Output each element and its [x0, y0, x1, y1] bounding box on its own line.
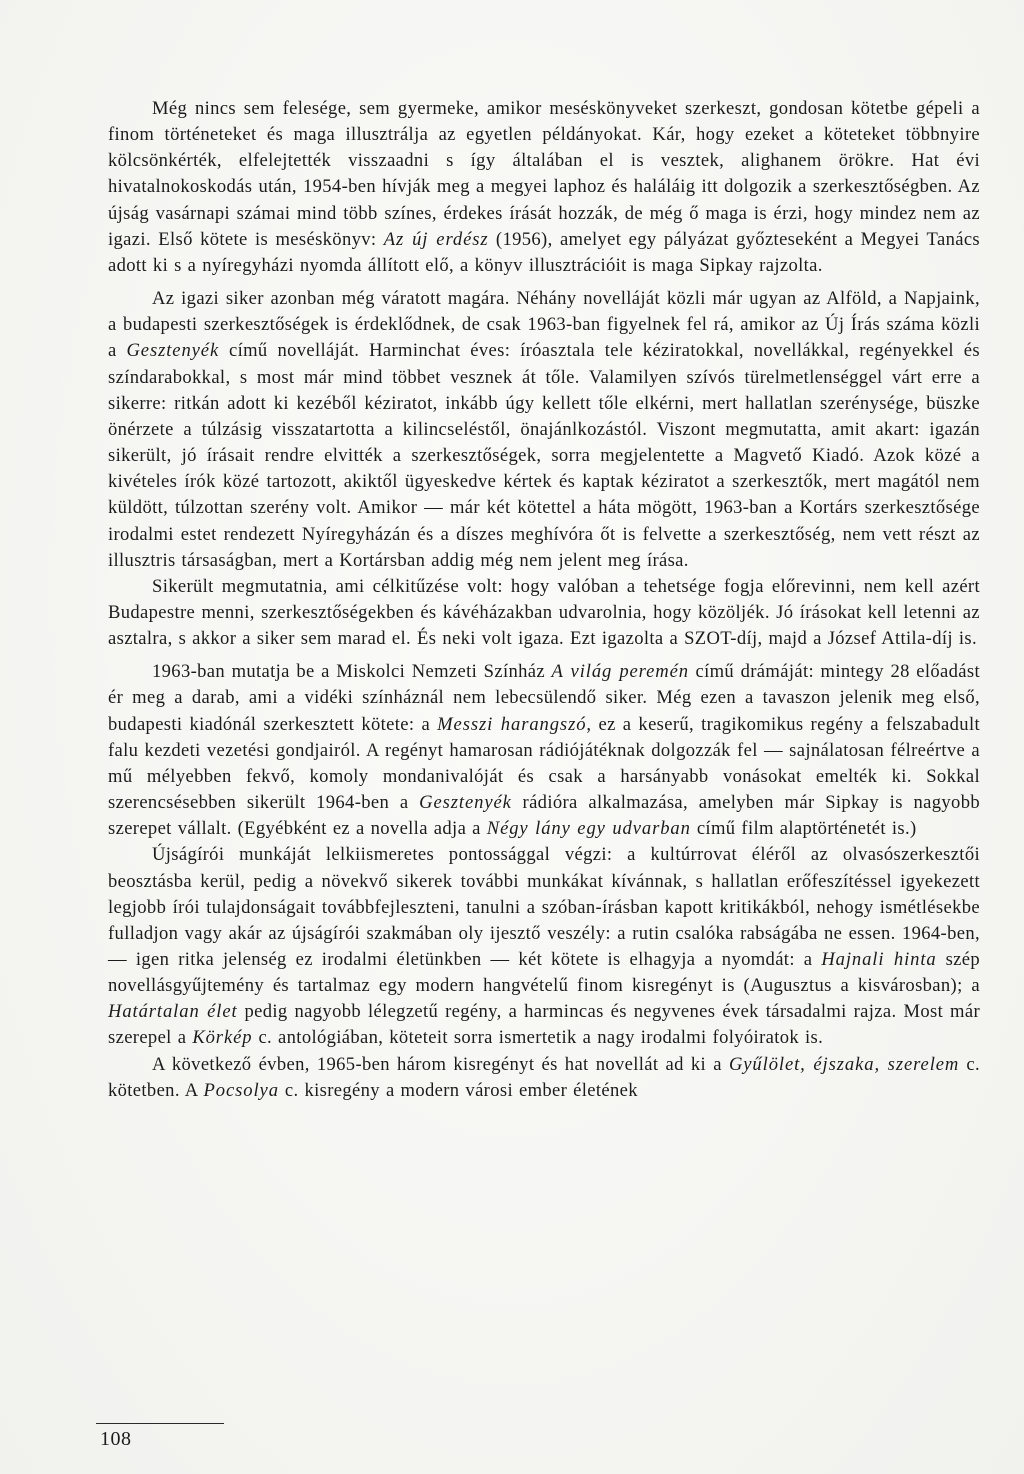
- text-run: , ez a keserű, tragikomikus regény a felszabadult falu kezdeti vezetési gondjairól. A regényt hamarosan rádiójátéknak dolgozzák fel — sajnálatosan félreértve a mű mélyebben fekvő, komoly mondanivalóját és csak a harsányabb vonásokat emelték ki. Sokkal szerencsésebben sikerült 1964-ben a: [108, 713, 980, 814]
- text-run: pedig nagyobb lélegzetű regény, a harmincas és negyvenes évek társadalmi rajza. Most már szerepel a: [108, 1001, 980, 1049]
- paragraph: [108, 1052, 980, 1104]
- paragraph: [108, 659, 980, 842]
- footer-rule: [96, 1423, 224, 1424]
- italic-title: Négy lány egy udvarban: [486, 818, 691, 840]
- italic-title: Határtalan élet: [108, 1001, 238, 1023]
- italic-title: Gyűlölet, éjszaka, szerelem: [728, 1053, 960, 1075]
- text-run: című drámáját: mintegy 28 előadást ér meg a darab, ami a vidéki színháznál nem lebecsülendő siker. Még ezen a tavaszon jelenik meg első, budapesti kiadónál szerkesztett kötete: a: [108, 661, 980, 735]
- text-run: Újságírói munkáját lelkiismeretes pontossággal végzi: a kultúrrovat éléről az olvasószerkesztői beosztásba kerül, pedig a növekvő sikerek további munkákat kívánnak, s hallatlan erőfeszítéssel igyekezett legjobb írói tulajdonságait továbbfejleszteni, tanulni a szóban-írásban kapott kritikákból, nehogy ismétlésekbe fulladjon vagy akár az újságírói szakmában oly ijesztő veszély: a rutin csalóka rabságába ne essen. 1964-ben, — igen ritka jelenség ez irodalmi életünkben — két kötete is elhagyja a nyomdát: a: [108, 844, 980, 970]
- page-number: 108: [100, 1428, 132, 1450]
- italic-title: Pocsolya: [203, 1079, 279, 1101]
- italic-title: Az új erdész: [383, 228, 489, 250]
- paragraph: [108, 286, 980, 574]
- italic-title: Gesztenyék: [126, 340, 220, 362]
- italic-title: Hajnali hinta: [821, 949, 937, 970]
- text-run: Sikerült megmutatnia, ami célkitűzése volt: hogy valóban a tehetsége fogja előrevinni, nem kell azért Budapestre menni, szerkesztőségekben és kávéházakban udvarolnia, hogy közöljék. Jó írásokat kell letenni az asztalra, s akkor a siker sem marad el. És neki volt igaza. Ezt igazolta a SZOT-díj, majd a József Attila-díj is.: [108, 575, 980, 650]
- text-run: szép novellásgyűjtemény és tartalmaz egy modern hangvételű finom kisregényt is (Augusztus a kisvárosban); a: [108, 949, 981, 997]
- body-text: [108, 96, 980, 1104]
- text-run: c. kötetben. A: [108, 1053, 980, 1101]
- paragraph: [108, 574, 980, 652]
- text-run: 1963-ban mutatja be a Miskolci Nemzeti Színház: [152, 661, 552, 683]
- text-run: Még nincs sem felesége, sem gyermeke, amikor meséskönyveket szerkeszt, gondosan kötetbe gépeli a finom történeteket és maga illusztrálja az egyetlen példányokat. Kár, hogy ezeket a köteteket többnyire kölcsönkérték, elfelejtették visszaadni s így általában el is vesztek, alighanem örökre. Hat évi hivatalnokoskodás után, 1954-ben hívják meg a megyei laphoz és haláláig itt dolgozik a szerkesztőségben. Az újság vasárnapi számai mind több színes, érdekes írását hozzák, de még ő maga is érzi, hogy mindez nem az igazi. Első kötete is meséskönyv:: [108, 98, 980, 250]
- italic-title: Körkép: [192, 1027, 253, 1049]
- paragraph: [108, 96, 980, 279]
- text-run: A következő évben, 1965-ben három kisregényt és hat novellát ad ki a: [152, 1053, 729, 1075]
- text-run: c. kisregény a modern városi ember életének: [278, 1079, 638, 1101]
- text-run: (1956), amelyet egy pályázat győzteseként a Megyei Tanács adott ki s a nyíregyházi nyomda állított elő, a könyv illusztrációit is maga Sipkay rajzolta.: [108, 228, 981, 276]
- italic-title: Gesztenyék: [419, 792, 512, 814]
- text-run: című film alaptörténetét is.): [690, 818, 917, 840]
- text-run: című novelláját. Harminchat éves: íróasztala tele kéziratokkal, novellákkal, regényekkel és színdarabokkal, s most már mind többet vesznek át tőle. Valamilyen szívós türelmetlenséggel várt erre a sikerre: ritkán adott ki kezéből kéziratot, inkább úgy kellett tőle elkérni, mert hallatlan szerénysége, büszke önérzete a túlzásig visszatartotta a kilincseléstől, önajánlkozástól. Viszont megmutatta, amit akart: igazán sikerült, jó írásait rendre elvitték a szerkesztőségek, sorra megjelentette a Magvető Kiadó. Azok közé a kivételes írók közé tartozott, akiktől ügyeskedve kértek és kaptak kéziratot a szerkesztők, mert magától nem küldött, túlzottan szerény volt. Amikor — már két kötettel a háta mögött, 1963-ban a Kortárs szerkesztősége irodalmi estet rendezett Nyíregyházán és a díszes meghívóra őt is felvette a szerkesztőség, nem vett részt az illusztris társaságban, mert a Kortársban addig még nem jelent meg írása.: [108, 340, 980, 571]
- text-run: Az igazi siker azonban még váratott magára. Néhány novelláját közli már ugyan az Alföld, a Napjaink, a budapesti szerkesztőségek is érdeklődnek, de csak 1963-ban figyelnek fel rá, amikor az Új Írás száma közli a: [108, 288, 980, 362]
- paragraph: [108, 842, 980, 1051]
- text-run: c. antológiában, köteteit sorra ismertetik a nagy irodalmi folyóiratok is.: [252, 1027, 824, 1049]
- text-run: rádióra alkalmazása, amelyben már Sipkay is nagyobb szerepet vállalt. (Egyébként ez a novella adja a: [108, 792, 980, 840]
- italic-title: A világ peremén: [551, 661, 689, 683]
- italic-title: Messzi harangszó: [437, 713, 587, 735]
